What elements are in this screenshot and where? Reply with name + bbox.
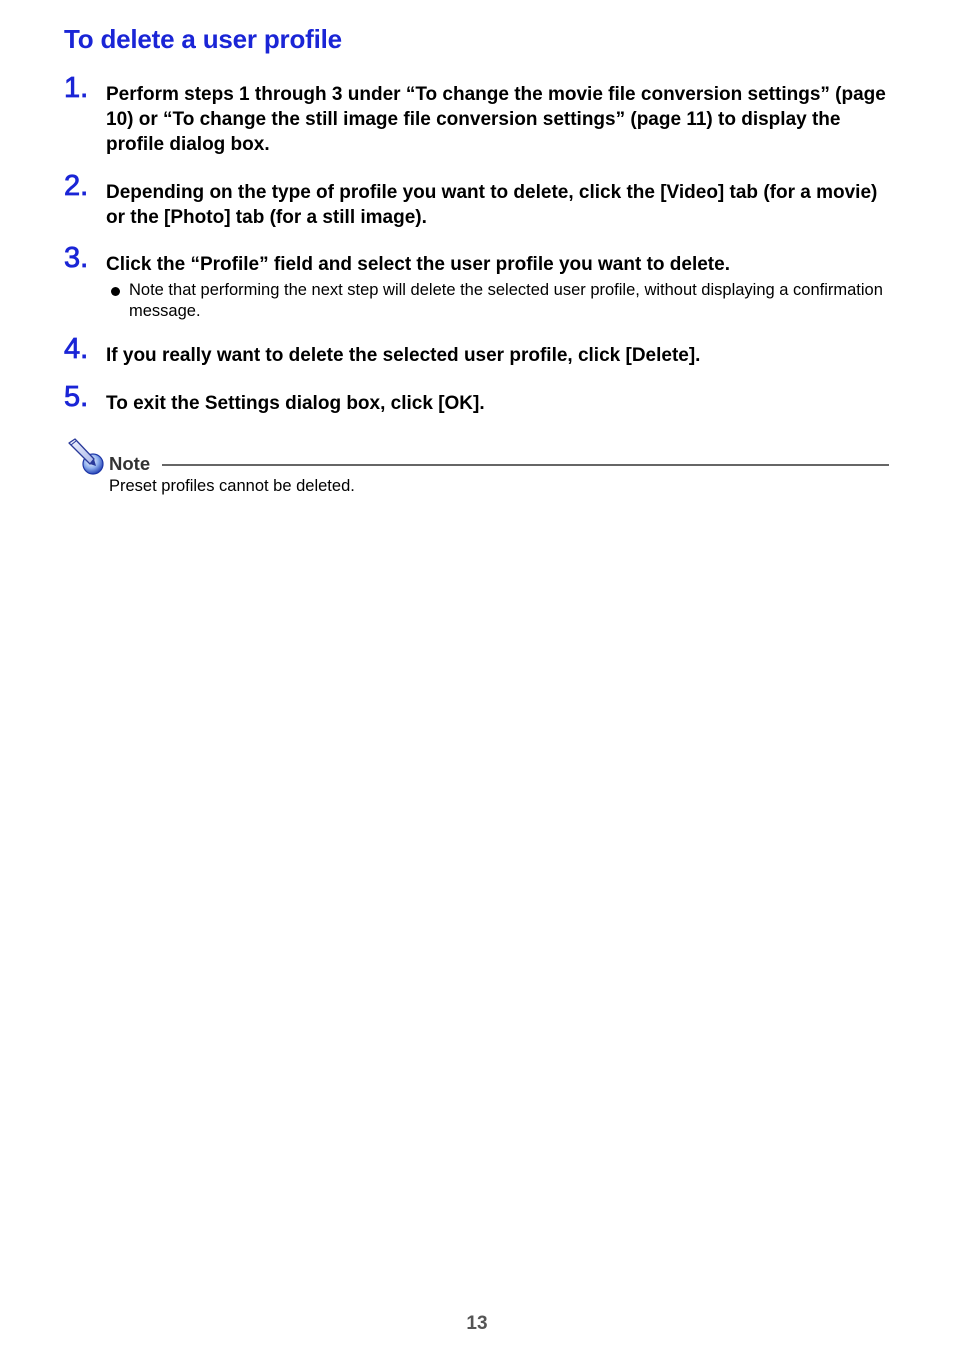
step-number: 5. xyxy=(64,381,89,413)
note-label: Note xyxy=(109,453,151,474)
page-number: 13 xyxy=(466,1313,488,1334)
step-text: Perform steps 1 through 3 under “To change the movie file conversion settings” (page 10) or “To change the still image file conversion settings” (page 11) to display the profile dialog box. xyxy=(106,84,886,155)
note-section xyxy=(66,437,890,507)
bullet-text: Note that performing the next step will delete the selected user profile, without displaying a confirmation message. xyxy=(129,281,883,320)
note-divider xyxy=(162,464,889,466)
page-title: To delete a user profile xyxy=(64,24,342,54)
step-text: To exit the Settings dialog box, click [OK]. xyxy=(106,393,485,414)
step-number: 1. xyxy=(64,72,89,104)
step-number: 2. xyxy=(64,170,89,202)
note-text: Preset profiles cannot be deleted. xyxy=(109,477,355,495)
bullet-icon xyxy=(111,287,120,296)
step-text: Depending on the type of profile you want to delete, click the [Video] tab (for a movie) or the [Photo] tab (for a still image). xyxy=(106,182,878,228)
step-number: 3. xyxy=(64,242,89,274)
step-number: 4. xyxy=(64,333,89,365)
step-text: If you really want to delete the selected user profile, click [Delete]. xyxy=(106,345,701,366)
step-text: Click the “Profile” field and select the user profile you want to delete. xyxy=(106,254,730,275)
note-pencil-icon xyxy=(66,437,106,477)
